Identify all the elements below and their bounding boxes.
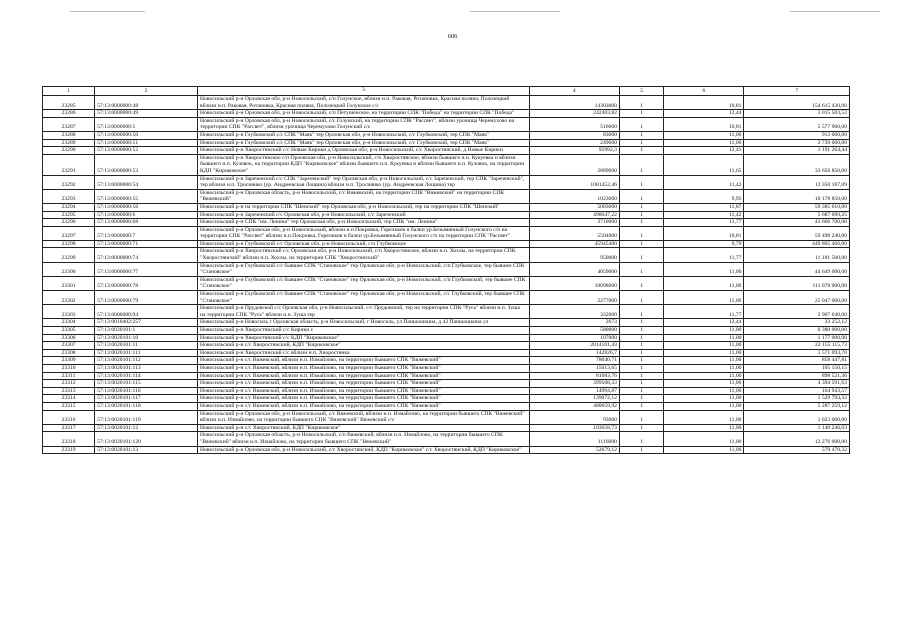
area-cell: 580000 <box>529 327 619 335</box>
address-cell: Новосильский р-н Орловская обл, р-н Новосильский, вблизи н.п.Покровка, Горелкков и балки ур.Безымянный Голунского с/п на территории СПК "Рассвет" вблизи н.п.Покровка, Горелкков и балки ур.Безымянный Голунского с/п на территории СПК "Рассвет" <box>198 226 530 240</box>
cadastral-value-cell: 154 615 430,00 <box>744 96 850 110</box>
rate-cell: 10,81 <box>664 117 744 131</box>
cadastral-value-cell: 898 521,36 <box>744 372 850 380</box>
cadastral-value-cell: 1 529 793,32 <box>744 395 850 403</box>
cadastral-number-cell: 57:13:0000000:56 <box>95 203 198 211</box>
rate-cell: 11,00 <box>664 262 744 276</box>
row-number-cell: 23295 <box>43 211 95 219</box>
address-cell: Новосильский р-н Зареченский с/с СПК "Зареченский" тер Орловская обл, р-н Новосильский, с/с Зареченский, тер СПК "Зареченский", тер вблизи н.п. Троснянко (ур. Андреевская Лощина) вблизи н.п. Троснянко (ур. Андреевская Лощина) тер <box>198 175 530 189</box>
rate-cell: 11,00 <box>664 349 744 357</box>
cadastral-value-cell: 11 181 500,00 <box>744 248 850 262</box>
cadastral-number-cell: 57:13:0000000:55 <box>95 189 198 203</box>
cadastral-number-cell: 57:13:0000000:48 <box>95 96 198 110</box>
row-number-cell: 23304 <box>43 319 95 327</box>
row-number-cell: 23309 <box>43 357 95 365</box>
address-cell: Новосильский р-н Орловская обл, р-н Новосильский, с/п Петушенское, на территории СПК "Победа" на территории СПК "Победа" <box>198 110 530 118</box>
rate-cell: 12,44 <box>664 319 744 327</box>
cadastral-value-cell: 164 943,57 <box>744 387 850 395</box>
cadastral-number-cell: 57:13:0020101:112 <box>95 357 198 365</box>
row-number-cell: 23302 <box>43 291 95 305</box>
row-number-cell: 23301 <box>43 276 95 290</box>
area-cell: 950000 <box>529 248 619 262</box>
address-cell: Новосильский р-н Глубковский с/с бывшее СПК "Становское" тер Орловская обл, р-н Новосильский, с/п Глубковское, тер бывшее СПК "Становское" <box>198 262 530 276</box>
area-cell: 2277000 <box>529 291 619 305</box>
share-cell: 1 <box>619 357 663 365</box>
cadastral-number-cell: 57:13:0000000:51 <box>95 139 198 147</box>
area-cell: 14303000 <box>529 96 619 110</box>
table-row <box>43 147 850 155</box>
share-cell: 1 <box>619 211 663 219</box>
cadastral-number-cell: 57:13:0020101:11 <box>95 342 198 350</box>
column-header: 6 <box>664 87 744 96</box>
table-row <box>43 446 850 454</box>
cadastral-value-cell: 1 177 000,00 <box>744 334 850 342</box>
table-row <box>43 291 850 305</box>
address-cell: Новосильский р-н с/с Вяжевский, вблизи н.п. Измайлово, на территории бывшего СПК "Вяжевский" <box>198 364 530 372</box>
rate-cell: 11,00 <box>664 342 744 350</box>
cadastral-number-cell: 57:13:0010402:257 <box>95 319 198 327</box>
share-cell: 1 <box>619 402 663 410</box>
address-cell: Новосильский р-н СПК "им. Ленина" тер Орловская обл, р-н Новосильский, тер СПК "им. Ленина" <box>198 219 530 227</box>
cadastral-value-cell: 10 178 850,00 <box>744 189 850 203</box>
address-cell: Новосильский р-н Орловская обл, р-н Новосильский, с/с Голунский, на территории СПК "Рассвет", вблизи урочища Черемухово на территории СПК "Рассвет", вблизи урочища Черемухово Голунский с/с <box>198 117 530 131</box>
table-row <box>43 380 850 388</box>
table-row <box>43 248 850 262</box>
cadastral-number-cell: 57:13:0020101:1 <box>95 327 198 335</box>
rate-cell: 11,00 <box>664 357 744 365</box>
rate-cell: 11,65 <box>664 154 744 175</box>
address-cell: Новосильский р-н Хворостянское с/п Орловская обл, р-н Новосильский, с/п Хворостянское, вблизи бывшего н.п. Кукуевка и вблизи бывшего н.п. Кузовок, на территории КДП "Кириковское" вблизи бывшего н.п. Кукуевка и вблизи бывшего н.п. Кузовок, на территории КДП "Кириковское" <box>198 154 530 175</box>
cadastral-value-cell: 449 805 466,00 <box>744 240 850 248</box>
cadastral-number-cell: 57:13:0020101:113 <box>95 364 198 372</box>
table-row <box>43 327 850 335</box>
column-header: 1 <box>43 87 95 96</box>
cadastral-value-cell: 111 078 000,00 <box>744 276 850 290</box>
cadastral-value-cell: 22 155 115,73 <box>744 342 850 350</box>
address-cell: Новосильский р-н Хворостянский с/с вблизи н.п. Хворостянка <box>198 349 530 357</box>
row-number-cell: 23316 <box>43 410 95 424</box>
cadastral-value-cell: 5 577 960,00 <box>744 117 850 131</box>
table-row <box>43 410 850 424</box>
rate-cell: 11,00 <box>664 446 744 454</box>
row-number-cell: 23290 <box>43 147 95 155</box>
table-row <box>43 402 850 410</box>
row-number-cell: 23299 <box>43 248 95 262</box>
table-row <box>43 96 850 110</box>
table-row <box>43 372 850 380</box>
share-cell: 1 <box>619 147 663 155</box>
cadastral-number-cell: 57:13:0000000:49 <box>95 110 198 118</box>
address-cell: Новосильский р-н с/с Вяжевский, вблизи н.п. Измайлово, на территории бывшего СПК "Вяжевский" <box>198 372 530 380</box>
rate-cell: 11,00 <box>664 402 744 410</box>
rate-cell: 11,00 <box>664 131 744 139</box>
cadastral-number-cell: 57:13:0000000:53 <box>95 154 198 175</box>
rate-cell: 11,00 <box>664 380 744 388</box>
table-row <box>43 203 850 211</box>
rate-cell: 11,77 <box>664 248 744 262</box>
address-cell: Новосильский р-н Орловская область, р-н Новосильский, с/п Вяжевский, вблизи н.п. Измайлово, на территории бывшего СПК "Вяжевский" вблизи н.п. Измайлово, на территории бывшего СПК "Вяжевский" <box>198 432 530 446</box>
cadastral-value-cell: 1 571 093,70 <box>744 349 850 357</box>
area-cell: 2673 <box>529 319 619 327</box>
row-number-cell: 23313 <box>43 387 95 395</box>
property-table <box>42 86 850 454</box>
rate-cell: 11,00 <box>664 334 744 342</box>
area-cell: 5003000 <box>529 203 619 211</box>
table-row <box>43 357 850 365</box>
area-cell: 93000 <box>529 410 619 424</box>
address-cell: Новосильский р-н Хворостянский с/с КДП "Кириковское" <box>198 334 530 342</box>
share-cell: 1 <box>619 226 663 240</box>
row-number-cell: 23310 <box>43 364 95 372</box>
rate-cell: 10,81 <box>664 96 744 110</box>
share-cell: 1 <box>619 387 663 395</box>
address-cell: Новосильский р-н Глубковский с/с СПК "Маяк" тер Орловская обл, р-н Новосильский, с/с Глубковский, тер СПК "Маяк" <box>198 139 530 147</box>
cadastral-number-cell: 57:13:0020101:118 <box>95 402 198 410</box>
cadastral-number-cell: 57:13:0020101:116 <box>95 387 198 395</box>
row-number-cell: 23296 <box>43 219 95 227</box>
row-number-cell: 23303 <box>43 305 95 319</box>
cadastral-value-cell: 12 276 000,00 <box>744 432 850 446</box>
cadastral-value-cell: 858 447,81 <box>744 357 850 365</box>
share-cell: 1 <box>619 342 663 350</box>
rate-cell: 9,79 <box>664 240 744 248</box>
table-row <box>43 319 850 327</box>
row-number-cell: 23289 <box>43 139 95 147</box>
address-cell: Новосильский р-н с/с Вяжевский, вблизи н.п. Измайлово, на территории бывшего СПК "Вяжевский" <box>198 395 530 403</box>
address-cell: Новосильский р-н на территории СПК "Шенский" тер Орловская обл, р-н Новосильский, тер на территории СПК "Шенский" <box>198 203 530 211</box>
row-number-cell: 23297 <box>43 226 95 240</box>
table-row <box>43 334 850 342</box>
share-cell: 1 <box>619 189 663 203</box>
cadastral-number-cell: 57:13:0000000:50 <box>95 131 198 139</box>
table-row <box>43 364 850 372</box>
scan-artifact-line <box>470 11 560 12</box>
area-cell: 2014101,43 <box>529 342 619 350</box>
cadastral-value-cell: 59 498 240,00 <box>744 226 850 240</box>
cadastral-number-cell: 57:13:0020101:117 <box>95 395 198 403</box>
area-cell: 2889000 <box>529 154 619 175</box>
address-cell: Новосильский р-н Орловская обл, р-н Новосильский, с/с Хворостянский, КДП "Кириковское" с/с Хворостянский, КДП "Кириковское" <box>198 446 530 454</box>
cadastral-value-cell: 12 350 187,09 <box>744 175 850 189</box>
row-number-cell: 23300 <box>43 262 95 276</box>
area-cell: 15013,65 <box>529 364 619 372</box>
share-cell: 1 <box>619 372 663 380</box>
table-row <box>43 349 850 357</box>
cadastral-number-cell: 57:13:0020101:111 <box>95 349 198 357</box>
row-number-cell: 23306 <box>43 334 95 342</box>
share-cell: 1 <box>619 175 663 189</box>
share-cell: 1 <box>619 110 663 118</box>
cadastral-number-cell: 57:13:0020101:120 <box>95 432 198 446</box>
area-cell: 1081452,46 <box>529 175 619 189</box>
share-cell: 1 <box>619 446 663 454</box>
table-row <box>43 175 850 189</box>
share-cell: 1 <box>619 240 663 248</box>
rate-cell: 11,00 <box>664 395 744 403</box>
cadastral-value-cell: 165 150,15 <box>744 364 850 372</box>
area-cell: 480659,92 <box>529 402 619 410</box>
share-cell: 1 <box>619 291 663 305</box>
area-cell: 139072,12 <box>529 395 619 403</box>
cadastral-value-cell: 1 191 264,44 <box>744 147 850 155</box>
rate-cell: 11,77 <box>664 219 744 227</box>
share-cell: 1 <box>619 349 663 357</box>
row-number-cell: 23285 <box>43 96 95 110</box>
table-row <box>43 139 850 147</box>
cadastral-number-cell: 57:13:0020101:12 <box>95 424 198 432</box>
share-cell: 1 <box>619 410 663 424</box>
address-cell: Новосильский р-н Глубковский с/с Орловская обл, р-н Новосильский, с/п Глубковское <box>198 240 530 248</box>
row-number-cell: 23298 <box>43 240 95 248</box>
cadastral-number-cell: 57:13:0000000:74 <box>95 248 198 262</box>
share-cell: 1 <box>619 327 663 335</box>
cadastral-number-cell: 57:13:0020101:119 <box>95 410 198 424</box>
table-row <box>43 154 850 175</box>
cadastral-value-cell: 913 000,00 <box>744 131 850 139</box>
cadastral-value-cell: 579 470,32 <box>744 446 850 454</box>
rate-cell: 12,41 <box>664 147 744 155</box>
share-cell: 1 <box>619 248 663 262</box>
area-cell: 4059000 <box>529 262 619 276</box>
row-number-cell: 23287 <box>43 117 95 131</box>
table-row <box>43 432 850 446</box>
cadastral-value-cell: 43 666 700,00 <box>744 219 850 227</box>
area-cell: 107000 <box>529 334 619 342</box>
area-cell: 1116000 <box>529 432 619 446</box>
rate-cell: 11,00 <box>664 364 744 372</box>
table-row <box>43 226 850 240</box>
address-cell: Новосильский р-н Зареченский с/с Орловская обл, р-н Новосильский, с/с Зареченский <box>198 211 530 219</box>
area-cell: 5504000 <box>529 226 619 240</box>
cadastral-value-cell: 2 739 000,00 <box>744 139 850 147</box>
area-cell: 399508,33 <box>529 380 619 388</box>
table-row <box>43 387 850 395</box>
table-row <box>43 110 850 118</box>
area-cell: 249000 <box>529 139 619 147</box>
column-header: 3 <box>198 87 530 96</box>
column-header: 2 <box>95 87 198 96</box>
area-cell: 10098000 <box>529 276 619 290</box>
area-cell: 242403,82 <box>529 110 619 118</box>
table-row <box>43 305 850 319</box>
rate-cell: 11,00 <box>664 410 744 424</box>
share-cell: 1 <box>619 334 663 342</box>
row-number-cell: 23311 <box>43 372 95 380</box>
share-cell: 1 <box>619 305 663 319</box>
row-number-cell: 23305 <box>43 327 95 335</box>
cadastral-value-cell: 25 047 000,00 <box>744 291 850 305</box>
rate-cell: 11,00 <box>664 387 744 395</box>
table-row <box>43 262 850 276</box>
share-cell: 1 <box>619 139 663 147</box>
rate-cell: 10,81 <box>664 226 744 240</box>
rate-cell: 11,00 <box>664 139 744 147</box>
address-cell: Новосильский р-н Орловская область, р-н Новосильский, с/с Вяжевский, на территории СПК "Вяжевский" на территории СПК "Вяжевский" <box>198 189 530 203</box>
address-cell: Новосильский р-н с/с Вяжевский, вблизи н.п. Измайлово, на территории бывшего СПК "Вяжевский" <box>198 387 530 395</box>
table-row <box>43 131 850 139</box>
share-cell: 1 <box>619 380 663 388</box>
cadastral-number-cell: 57:13:0020101:115 <box>95 380 198 388</box>
address-cell: Новосильский р-н с/с Вяжевский, вблизи н.п. Измайлово, на территории бывшего СПК "Вяжевский" <box>198 357 530 365</box>
address-cell: Новосильский р-н Глубковский с/с бывшее СПК "Становское" тер Орловская обл, р-н Новосильский, с/п Глубковский, тер бывшее СПК "Становское" <box>198 276 530 290</box>
cadastral-number-cell: 57:13:0000000:79 <box>95 291 198 305</box>
address-cell: Новосильский р-н Хворостянский с/с Новые Кирики д Орловская обл, р-н Новосильский, с/с Хворостянский, д Новые Кирики <box>198 147 530 155</box>
share-cell: 1 <box>619 131 663 139</box>
table-row <box>43 424 850 432</box>
cadastral-value-cell: 4 394 591,63 <box>744 380 850 388</box>
page-number: 606 <box>447 33 458 40</box>
rate-cell: 11,00 <box>664 327 744 335</box>
address-cell: Новосильский р-н с/с Хворостянский, КДП "Кириковское" <box>198 342 530 350</box>
share-cell: 1 <box>619 96 663 110</box>
row-number-cell: 23286 <box>43 110 95 118</box>
area-cell: 81683,76 <box>529 372 619 380</box>
address-cell: Новосильский р-н Орловская обл, р-н Новосильский, с/п Голунское, вблизи н.п. Раковая, Ротановка, Красная поляна, Полозецкий вблизи н.п. Раковая, Ротановка, Красная поляна, Полозецкий Голунское с/с <box>198 96 530 110</box>
row-number-cell: 23317 <box>43 424 95 432</box>
address-cell: Новосильский р-н Орловская обл, р-н Новосильский, с/с Вяжевский, вблизи н.п. Измайлово, на территории бывшего СПК "Вяжевский" вблизи н.п. Измайлово, на территории бывшего СПК "Вяжевский" Вяжевский с/с <box>198 410 530 424</box>
table-row <box>43 117 850 131</box>
cadastral-value-cell: 5 687 699,25 <box>744 211 850 219</box>
rate-cell: 9,95 <box>664 189 744 203</box>
cadastral-number-cell: 57:13:0000000:94 <box>95 305 198 319</box>
cadastral-number-cell: 57:13:0000000:78 <box>95 276 198 290</box>
share-cell: 1 <box>619 154 663 175</box>
row-number-cell: 23288 <box>43 131 95 139</box>
cadastral-number-cell: 57:13:0000000:68 <box>95 219 198 227</box>
cadastral-value-cell: 44 649 000,00 <box>744 262 850 276</box>
table-row <box>43 219 850 227</box>
cadastral-number-cell: 57:13:0000000:54 <box>95 175 198 189</box>
row-number-cell: 23318 <box>43 432 95 446</box>
row-number-cell: 23307 <box>43 342 95 350</box>
table-row <box>43 342 850 350</box>
row-number-cell: 23315 <box>43 402 95 410</box>
address-cell: Новосильский р-н Прудовской с/с Орловская обл, р-н Новосильский, с/с Прудовской, тер на территории СПК "Русь" вблизи н.п. Зуша на территории СПК "Русь" вблизи н.п. Зуша тер <box>198 305 530 319</box>
area-cell: 3710000 <box>529 219 619 227</box>
area-cell: 14994,87 <box>529 387 619 395</box>
rate-cell: 11,00 <box>664 424 744 432</box>
column-header: 5 <box>619 87 663 96</box>
cadastral-value-cell: 33 252,12 <box>744 319 850 327</box>
address-cell: Новосильский р-н с/с Вяжевский, вблизи н.п. Измайлово, на территории бывшего СПК "Вяжевский" <box>198 402 530 410</box>
area-cell: 142826,7 <box>529 349 619 357</box>
cadastral-value-cell: 1 140 246,03 <box>744 424 850 432</box>
area-cell: 52679,12 <box>529 446 619 454</box>
cadastral-value-cell: 59 385 610,00 <box>744 203 850 211</box>
rate-cell: 11,42 <box>664 175 744 189</box>
address-cell: Новосильский р-н Глубковский с/с СПК "Маяк" тер Орловская обл, р-н Новосильский, с/с Глубковский, тер СПК "Маяк" <box>198 131 530 139</box>
share-cell: 1 <box>619 364 663 372</box>
row-number-cell: 23314 <box>43 395 95 403</box>
address-cell: Новосильский р-н Глубковский с/с бывшее СПК "Становское" тер Орловская обл, р-н Новосильский, с/с Глубковский, тер бывшее СПК "Становское" <box>198 291 530 305</box>
cadastral-value-cell: 33 656 850,00 <box>744 154 850 175</box>
area-cell: 95992,3 <box>529 147 619 155</box>
rate-cell: 11,00 <box>664 291 744 305</box>
rate-cell: 11,00 <box>664 432 744 446</box>
cadastral-value-cell: 5 287 259,12 <box>744 402 850 410</box>
cadastral-value-cell: 3 015 503,52 <box>744 110 850 118</box>
rate-cell: 11,00 <box>664 276 744 290</box>
scan-artifact-line <box>790 11 880 12</box>
row-number-cell: 23308 <box>43 349 95 357</box>
address-cell: Новосильский р-н Хворостянский с/с Кирики с <box>198 327 530 335</box>
cadastral-number-cell: 57:13:0000000:5 <box>95 117 198 131</box>
column-header-row <box>43 87 850 96</box>
share-cell: 1 <box>619 117 663 131</box>
area-cell: 1023000 <box>529 189 619 203</box>
rate-cell: 11,42 <box>664 211 744 219</box>
share-cell: 1 <box>619 395 663 403</box>
row-number-cell: 23312 <box>43 380 95 388</box>
table-row <box>43 211 850 219</box>
address-cell: Новосильский р-н Новосиль г Орловская область, р-н Новосильский, г Новосиль, ул Паншошкина, д 42 Паншошкина ул <box>198 319 530 327</box>
area-cell: 498047,22 <box>529 211 619 219</box>
cadastral-number-cell: 57:13:0000000:77 <box>95 262 198 276</box>
scan-artifact-line <box>70 11 145 12</box>
cadastral-number-cell: 57:13:0000000:71 <box>95 240 198 248</box>
cadastral-number-cell: 57:13:0020101:10 <box>95 334 198 342</box>
area-cell: 103658,73 <box>529 424 619 432</box>
share-cell: 1 <box>619 319 663 327</box>
share-cell: 1 <box>619 424 663 432</box>
area-cell: 83000 <box>529 131 619 139</box>
share-cell: 1 <box>619 276 663 290</box>
cadastral-number-cell: 57:13:0000000:52 <box>95 147 198 155</box>
area-cell: 332000 <box>529 305 619 319</box>
cadastral-value-cell: 6 380 000,00 <box>744 327 850 335</box>
rate-cell: 11,87 <box>664 203 744 211</box>
rate-cell: 11,77 <box>664 305 744 319</box>
column-header: 7 <box>744 87 850 96</box>
row-number-cell: 23291 <box>43 154 95 175</box>
share-cell: 1 <box>619 432 663 446</box>
table-row <box>43 240 850 248</box>
address-cell: Новосильский р-н с/с Хворостянский, КДП "Кириковское" <box>198 424 530 432</box>
cadastral-number-cell: 57:13:0020101:13 <box>95 446 198 454</box>
area-cell: 516000 <box>529 117 619 131</box>
area-cell: 78040,71 <box>529 357 619 365</box>
cadastral-number-cell: 57:13:0020101:114 <box>95 372 198 380</box>
table-row <box>43 276 850 290</box>
address-cell: Новосильский р-н с/с Вяжевский, вблизи н.п. Измайлово, на территории бывшего СПК "Вяжевский" <box>198 380 530 388</box>
column-header: 4 <box>529 87 619 96</box>
cadastral-value-cell: 3 907 640,00 <box>744 305 850 319</box>
share-cell: 1 <box>619 219 663 227</box>
cadastral-number-cell: 57:13:0000000:7 <box>95 226 198 240</box>
cadastral-number-cell: 57:13:0000000:6 <box>95 211 198 219</box>
table-row <box>43 189 850 203</box>
row-number-cell: 23292 <box>43 175 95 189</box>
rate-cell: 11,00 <box>664 372 744 380</box>
area-cell: 45945400 <box>529 240 619 248</box>
share-cell: 1 <box>619 262 663 276</box>
table-row <box>43 395 850 403</box>
share-cell: 1 <box>619 203 663 211</box>
address-cell: Новосильский р-н Хворостянский с/с Орловская обл, р-н Новосильский, с/п Хворостянское, вблизи н.п. Хохлы, на территории СПК "Хворостянский" вблизи н.п. Хохлы, на территории СПК "Хворостянский" <box>198 248 530 262</box>
rate-cell: 12,44 <box>664 110 744 118</box>
row-number-cell: 23293 <box>43 189 95 203</box>
row-number-cell: 23319 <box>43 446 95 454</box>
cadastral-value-cell: 1 023 000,00 <box>744 410 850 424</box>
row-number-cell: 23294 <box>43 203 95 211</box>
